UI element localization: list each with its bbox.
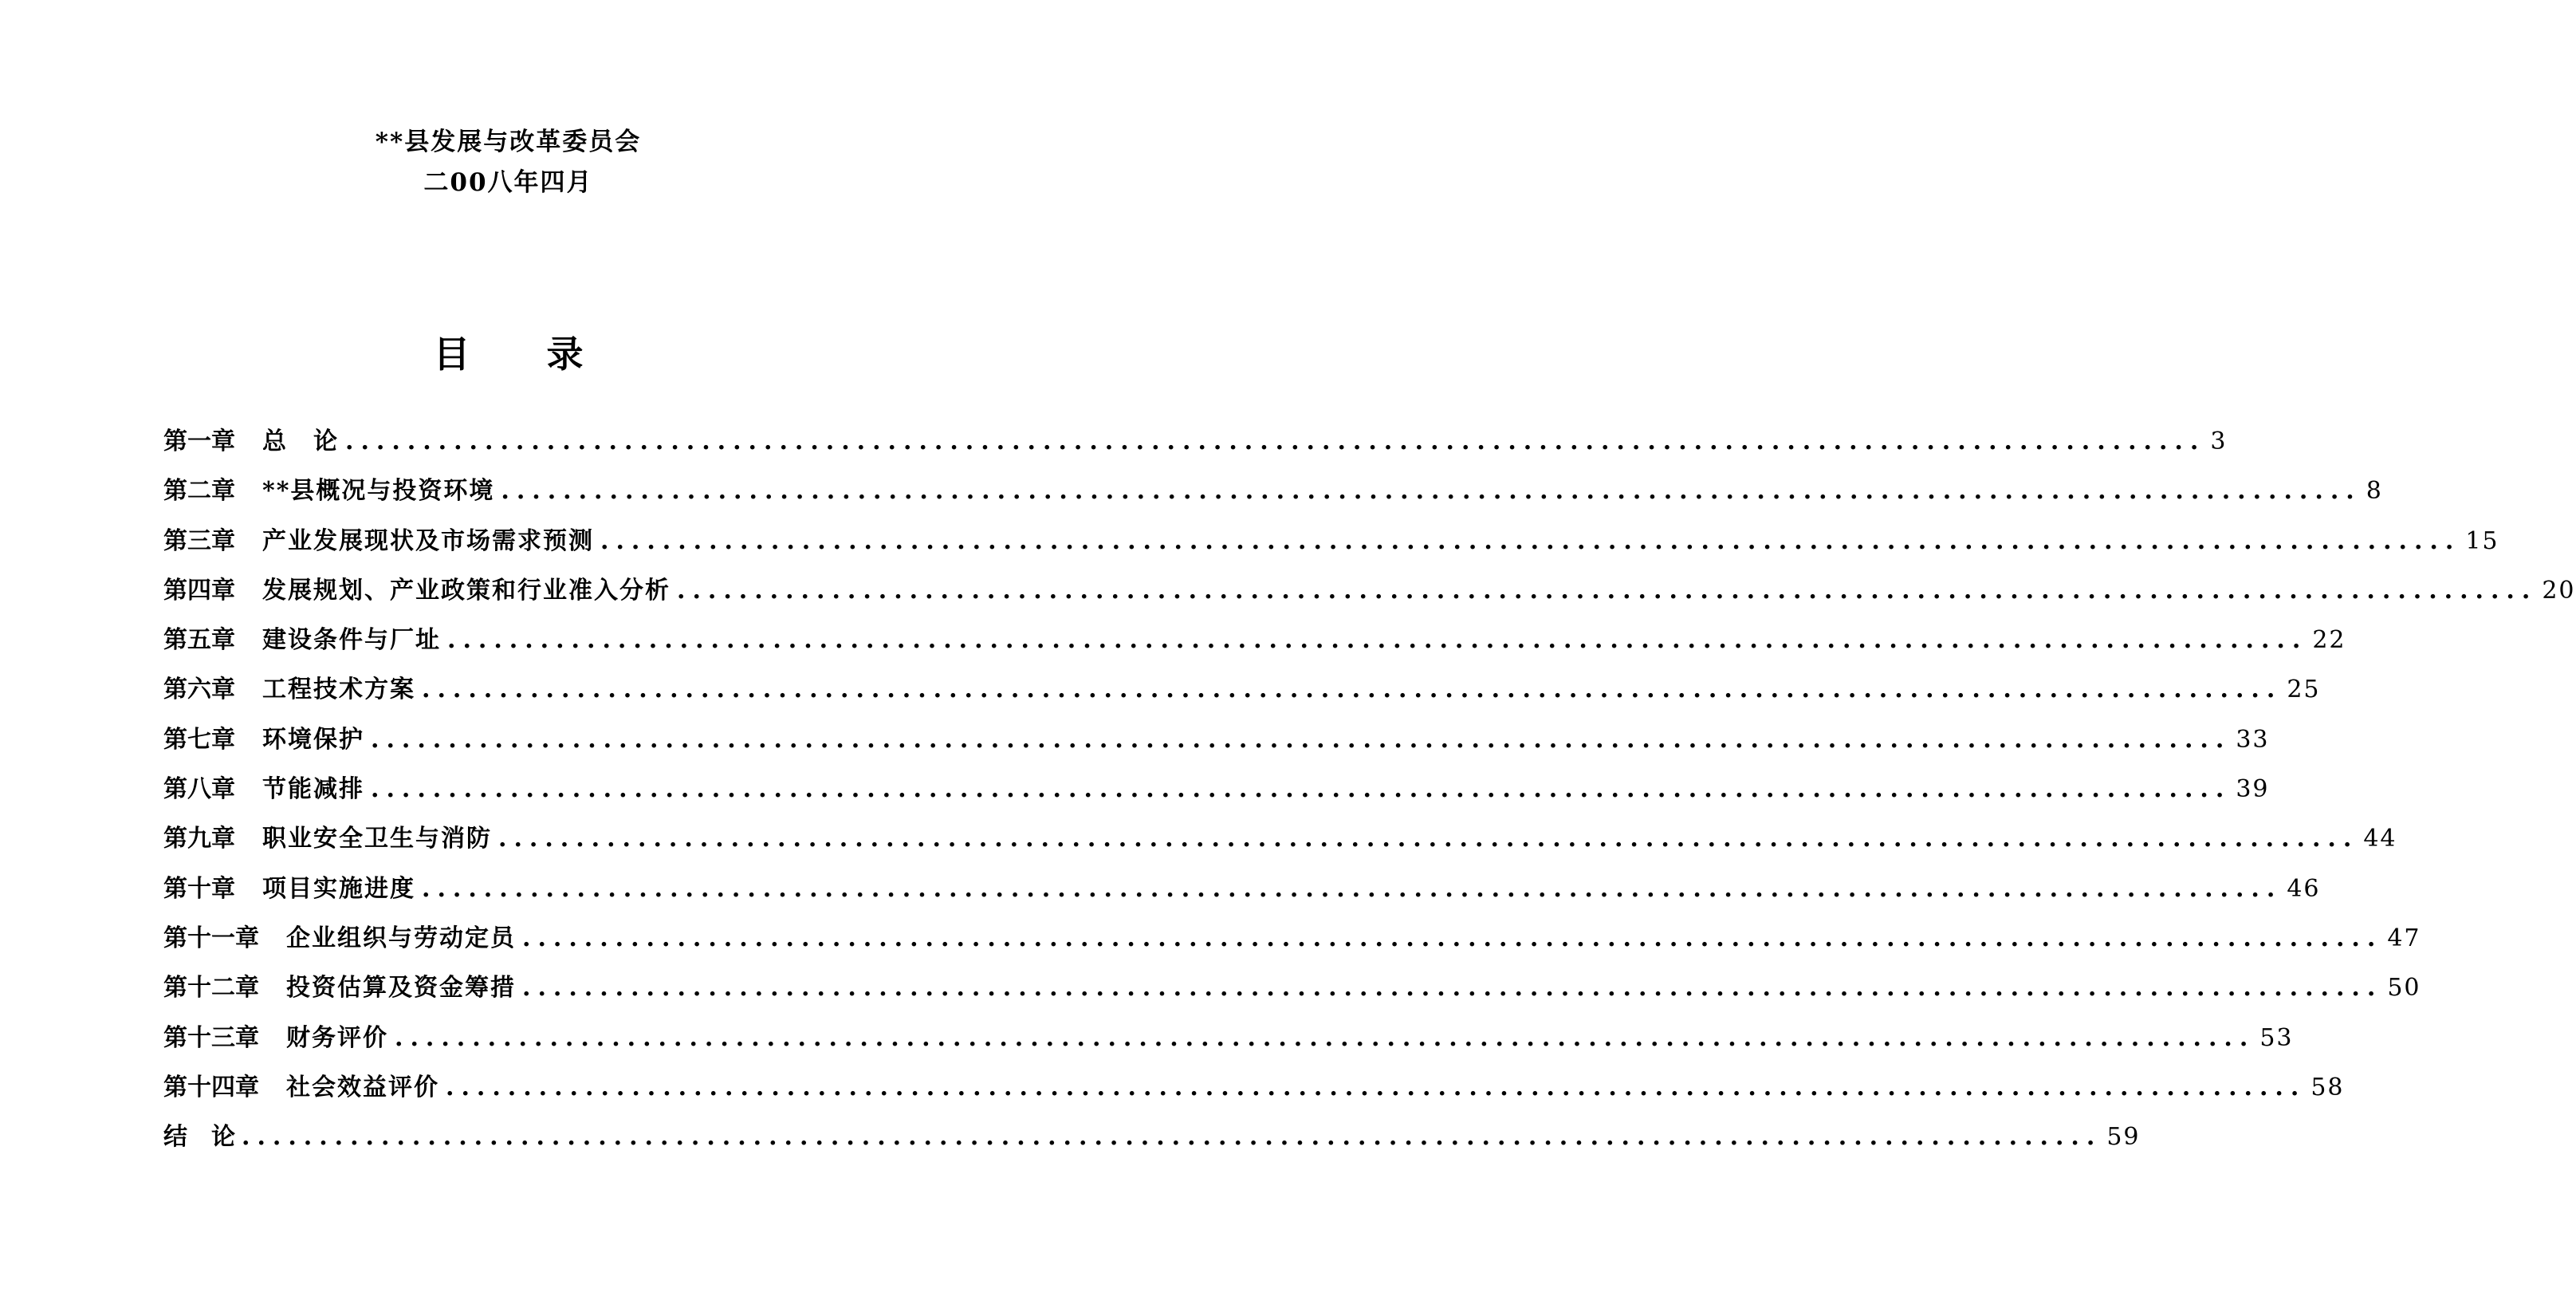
toc-chapter-number: 第十章: [163, 874, 235, 903]
toc-page-number: 46: [2287, 874, 2321, 903]
toc-chapter-title: 职业安全卫生与消防: [262, 825, 492, 853]
toc-leader-dots: ........................................................................................................................: [422, 874, 2283, 903]
toc-leader-dots: ........................................................................................................................: [345, 428, 2206, 455]
toc-leader-dots: ........................................................................................................................: [677, 576, 2538, 605]
toc-leader-dots: ........................................................................................................................: [446, 1073, 2307, 1101]
toc-chapter-number: 第三章: [163, 526, 235, 555]
toc-chapter-number: 第十四章: [163, 1073, 259, 1101]
toc-leader-dots: ........................................................................................................................: [395, 1023, 2255, 1052]
toc-heading: 目 录: [433, 333, 615, 376]
toc-page-number: 44: [2363, 825, 2397, 853]
toc-page-number: 3: [2210, 428, 2228, 455]
toc-page-number: 39: [2236, 775, 2270, 804]
toc-chapter-number: 第八章: [163, 775, 235, 804]
toc-entry[interactable]: [163, 719, 2270, 769]
toc-chapter-number: 第七章: [163, 725, 235, 754]
toc-chapter-number: 第六章: [163, 676, 235, 704]
toc-page-number: 22: [2312, 626, 2346, 655]
toc-entry[interactable]: [163, 521, 2499, 570]
toc-chapter-number: 第十一章: [163, 924, 259, 952]
toc-entry[interactable]: [163, 570, 2576, 620]
toc-leader-dots: ........................................................................................................................: [371, 725, 2232, 754]
toc-page-number: 50: [2387, 974, 2421, 1003]
toc-page-number: 47: [2387, 924, 2421, 952]
toc-page-number: 20: [2542, 576, 2576, 605]
toc-entry[interactable]: [163, 1117, 2141, 1166]
toc-entry[interactable]: [163, 967, 2421, 1017]
toc-leader-dots: ........................................................................................................................: [600, 526, 2461, 555]
toc-page-number: 15: [2465, 526, 2499, 555]
toc-chapter-number: 第九章: [163, 825, 235, 853]
toc-chapter-title: 总 论: [262, 428, 339, 455]
toc-chapter-title: 企业组织与劳动定员: [286, 924, 516, 952]
toc-leader-dots: ........................................................................................................................: [498, 825, 2359, 853]
toc-leader-dots: ........................................................................................................................: [371, 775, 2232, 804]
toc-entry[interactable]: [163, 869, 2321, 918]
toc-page-number: 33: [2236, 725, 2270, 754]
toc-chapter-title: 社会效益评价: [286, 1073, 439, 1101]
toc-entry[interactable]: [163, 1067, 2345, 1117]
toc-entry[interactable]: [163, 421, 2228, 471]
toc-chapter-number: 第十三章: [163, 1023, 259, 1052]
toc-page-number: 25: [2287, 676, 2321, 704]
toc-chapter-number: 第四章: [163, 576, 235, 605]
toc-chapter-number: 第十二章: [163, 974, 259, 1003]
toc-chapter-number: 结 论: [163, 1123, 235, 1152]
toc-chapter-title: 发展规划、产业政策和行业准入分析: [262, 576, 671, 605]
toc-leader-dots: ........................................................................................................................: [501, 477, 2362, 506]
toc-chapter-title: 工程技术方案: [262, 676, 415, 704]
toc-chapter-title: 项目实施进度: [262, 874, 415, 903]
toc-chapter-title: 建设条件与厂址: [262, 626, 441, 655]
toc-chapter-title: 环境保护: [262, 725, 364, 754]
toc-chapter-number: 第一章: [163, 428, 235, 455]
toc-chapter-number: 第二章: [163, 477, 235, 506]
toc-leader-dots: ........................................................................................................................: [447, 626, 2308, 655]
toc-entry[interactable]: [163, 620, 2346, 669]
toc-chapter-number: 第五章: [163, 626, 235, 655]
document-date: 二00八年四月: [423, 168, 593, 197]
toc-chapter-title: 产业发展现状及市场需求预测: [262, 526, 594, 555]
toc-entry[interactable]: [163, 1018, 2294, 1067]
toc-page-number: 59: [2106, 1123, 2141, 1152]
toc-chapter-title: 财务评价: [286, 1023, 388, 1052]
table-of-contents: [163, 421, 2576, 1166]
toc-page-number: 8: [2366, 477, 2383, 506]
organization-name: **县发展与改革委员会: [375, 128, 642, 156]
toc-entry[interactable]: [163, 471, 2383, 520]
toc-page-number: 53: [2259, 1023, 2294, 1052]
toc-chapter-title: 节能减排: [262, 775, 364, 804]
toc-leader-dots: ........................................................................................................................: [522, 924, 2383, 952]
toc-chapter-title: 投资估算及资金筹措: [286, 974, 516, 1003]
toc-page-number: 58: [2311, 1073, 2345, 1101]
toc-entry[interactable]: [163, 818, 2397, 868]
toc-entry[interactable]: [163, 669, 2321, 719]
toc-leader-dots: ........................................................................................................................: [422, 676, 2283, 704]
toc-entry[interactable]: [163, 769, 2270, 818]
toc-chapter-title: **县概况与投资环境: [262, 477, 495, 506]
toc-leader-dots: ........................................................................................................................: [522, 974, 2383, 1003]
toc-leader-dots: ........................................................................................................................: [242, 1123, 2102, 1152]
toc-entry[interactable]: [163, 918, 2421, 967]
